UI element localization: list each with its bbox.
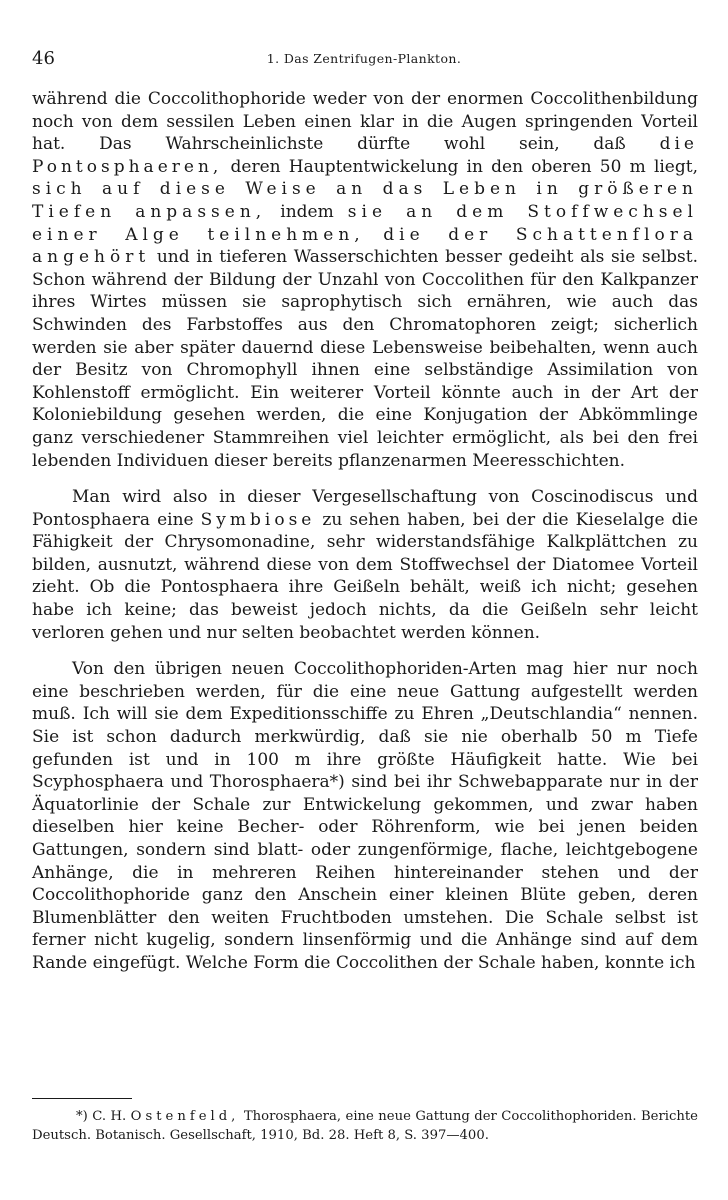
spaced-emphasis: die Pontosphaeren,: [32, 134, 698, 177]
text-run: und in tieferen Wasserschichten besser gedeiht als sie selbst. Schon während der Bildung der Unzahl von Coccolithen für den Kalkpanzer ihres Wirtes müssen sie saprophytisch sich ernähren, wie auch das Schwinden des Farbstoffes aus den Chromatophoren zeigt; sicherlich werden sie aber später dauernd diese Lebensweise beibehalten, wenn auch der Besitz von Chromophyll ihnen eine selbständige Assimilation von Kohlenstoff ermöglicht. Ein weiterer Vorteil könnte auch in der Art der Koloniebildung gesehen werden, die eine Konjugation der Abkömmlinge ganz verschiedener Stammreihen viel leichter ermöglicht, als bei den frei lebenden Individuen dieser bereits pflanzenarmen Meeresschichten.: [32, 247, 698, 471]
spaced-emphasis: sich auf diese Weise an das Leben in größeren Tiefen anpassen,: [32, 179, 698, 222]
text-run: zu sehen haben, bei der die Kieselalge die Fähigkeit der Chrysomonadine, sehr widerstandsfähige Kalkplättchen zu bilden, ausnutzt, während diese von dem Stoffwechsel der Diatomee Vorteil zieht. Ob die Pontosphaera ihre Geißeln behält, weiß ich nicht; gesehen habe ich keine; das beweist jedoch nichts, da die Geißeln sehr leicht verloren gehen und nur selten beobachtet werden können.: [32, 509, 698, 643]
spaced-emphasis: Symbiose: [200, 509, 316, 530]
text-run: Man wird also in dieser Vergesellschaftung von Coscinodiscus und Pontosphaera eine: [32, 487, 698, 530]
footnote-author: Ostenfeld,: [130, 1109, 240, 1124]
text-run: deren Hauptentwickelung in den oberen 50 m liegt,: [222, 156, 698, 177]
page-number: 46: [32, 48, 55, 69]
footnote: [32, 1107, 698, 1145]
paragraph-2: [32, 486, 698, 644]
footnote-marker: *) C. H.: [76, 1109, 131, 1124]
text-run: [365, 225, 384, 245]
footnote-text: Thorosphaera, eine neue Gattung der Coccolithophoriden. Berichte Deutsch. Botanisch. Gesellschaft, 1910, Bd. 28. Heft 8, S. 397—400.: [32, 1109, 698, 1143]
footnote-rule: [32, 1098, 132, 1099]
spaced-emphasis: sie an dem Stoffwechsel einer Alge teilnehmen,: [32, 201, 698, 245]
spaced-emphasis: die der Schattenflora angehört: [32, 224, 699, 268]
text-run: während die Coccolithophoride weder von der enormen Coccolithenbildung noch von dem sessilen Leben einen klar in die Augen springenden Vorteil hat. Das Wahrscheinlichste dürfte wohl sein, daß: [32, 89, 698, 155]
text-run: indem: [266, 201, 348, 222]
page-header: [32, 48, 696, 70]
body-text: [32, 88, 698, 975]
running-title: 1. Das Zentrifugen-Plankton.: [266, 51, 462, 66]
paragraph-1: [32, 88, 698, 472]
paragraph-3: Von den übrigen neuen Coccolithophoriden-Arten mag hier nur noch eine beschrieben werden, für die eine neue Gattung aufgestellt werden muß. Ich will sie dem Expeditionsschiffe zu Ehren „Deutschlandia“ nennen. Sie ist schon dadurch merkwürdig, daß sie nie oberhalb 50 m Tiefe gefunden ist und in 100 m ihre größte Häufigkeit hatte. Wie bei Scyphosphaera und Thorosphaera*) sind bei ihr Schwebapparate nur in der Äquatorlinie der Schale zur Entwickelung gekommen, und zwar haben dieselben hier keine Becher- oder Röhrenform, wie bei jenen beiden Gattungen, sondern sind blatt- oder zungenförmige, flache, leichtgebogene Anhänge, die in mehreren Reihen hintereinander stehen und der Coccolithophoride ganz den Anschein einer kleinen Blüte geben, deren Blumenblätter den weiten Fruchtboden umstehen. Die Schale selbst ist ferner nicht kugelig, sondern linsenförmig und die Anhänge sind auf dem Rande eingefügt. Welche Form die Coccolithen der Schale haben, konnte ich: [32, 659, 698, 973]
